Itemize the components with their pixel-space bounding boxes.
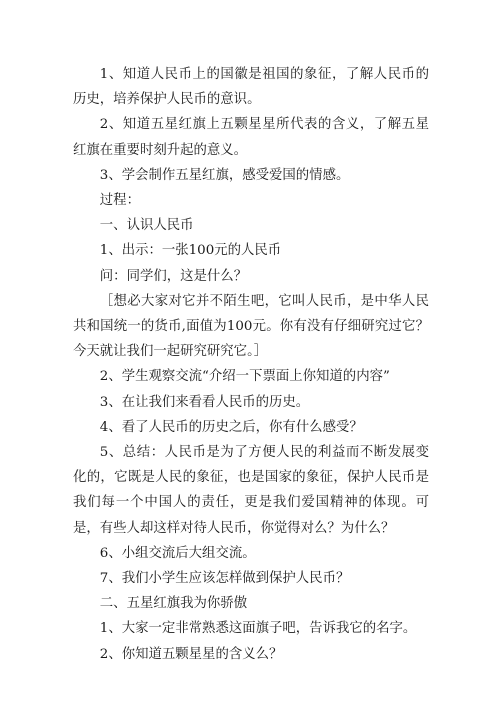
document-body <box>73 62 429 667</box>
question-paragraph: 问：同学们，这是什么？ <box>99 268 248 284</box>
step-paragraph-protect: 7、我们小学生应该怎样做到保护人民币？ <box>99 571 350 587</box>
step-paragraph-group: 6、小组交流后大组交流。 <box>99 545 256 561</box>
step-paragraph-observe: 2、学生观察交流“介绍一下票面上你知道的内容” <box>99 369 390 385</box>
objective-paragraph-1: 1、知道人民币上的国徽是祖国的象征，了解人民币的历史，培养保护人民币的意识。 <box>73 67 429 108</box>
step-paragraph-flag-name: 1、大家一定非常熟悉这面旗子吧，告诉我它的名字。 <box>99 621 417 637</box>
step-paragraph-feeling: 4、看了人民币的历史之后，你有什么感受？ <box>99 419 363 435</box>
section-heading-flag: 二、五星红旗我为你骄傲 <box>99 596 248 612</box>
objective-paragraph-2: 2、知道五星红旗上五颗星星所代表的含义，了解五星红旗在重要时刻升起的意义。 <box>73 117 429 158</box>
bracket-note-paragraph: ［想必大家对它并不陌生吧，它叫人民币，是中华人民共和国统一的货币,面值为100元。你有没有仔细研究过它？今天就让我们一起研究研究它。］ <box>73 293 429 360</box>
summary-paragraph: 5、总结：人民币是为了方便人民的利益而不断发展变化的，它既是人民的象征，也是国家的象征，保护人民币是我们每一个中国人的责任，更是我们爱国精神的体现。可是，有些人却这样对待人民币，你觉得对么？为什么？ <box>73 445 429 536</box>
objective-paragraph-3: 3、学会制作五星红旗，感受爱国的情感。 <box>99 167 350 183</box>
step-paragraph-history: 3、在让我们来看看人民币的历史。 <box>99 394 310 410</box>
section-heading-rmb: 一、认识人民币 <box>99 218 194 234</box>
step-paragraph-show: 1、出示：一张100元的人民币 <box>99 243 282 259</box>
step-paragraph-stars-meaning: 2、你知道五颗星星的含义么？ <box>99 646 283 662</box>
process-heading: 过程： <box>99 193 140 209</box>
